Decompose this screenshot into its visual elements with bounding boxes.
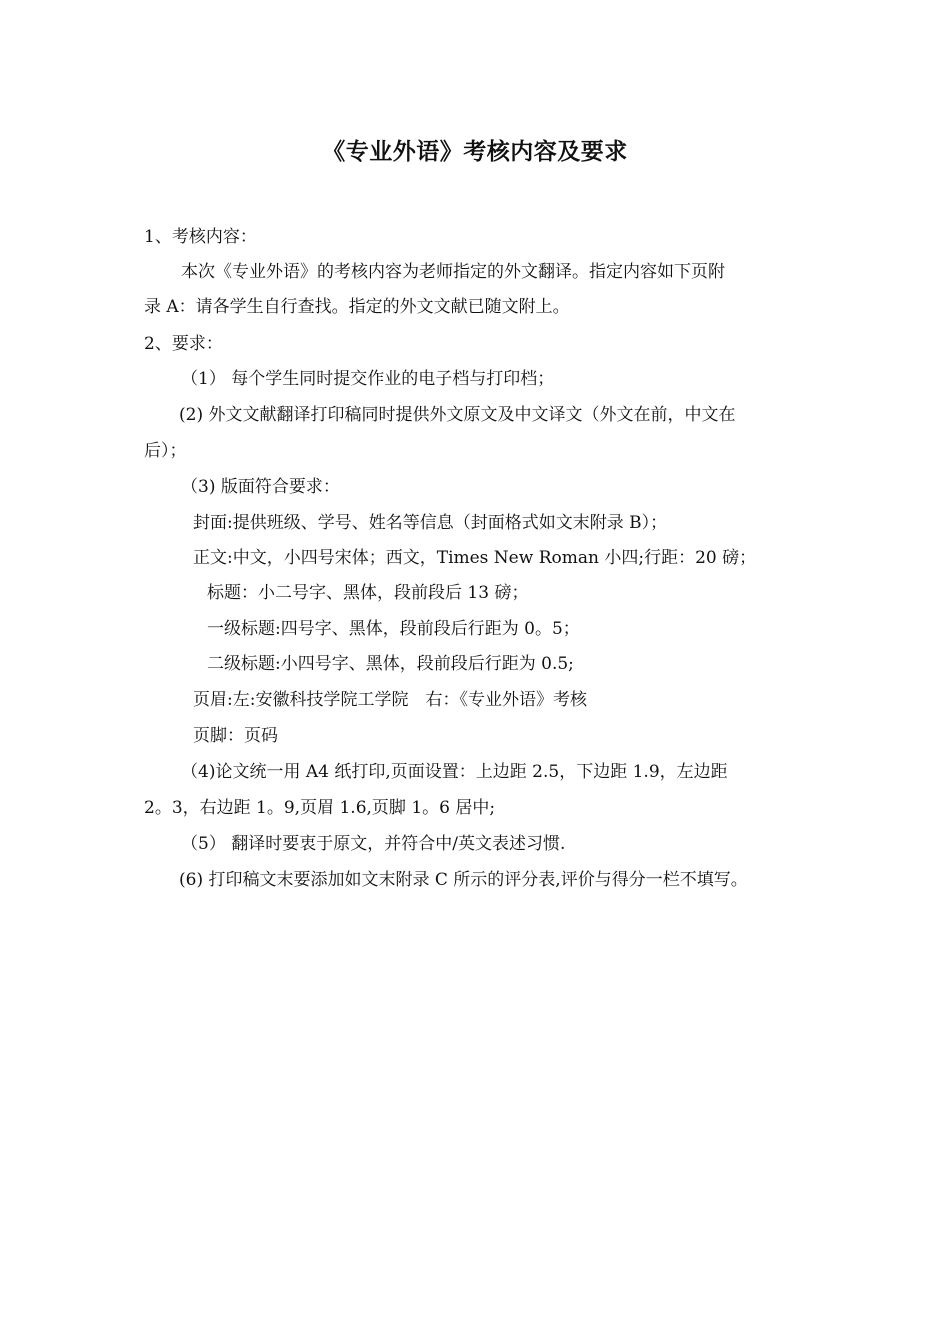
requirement-item-3: （3) 版面符合要求： — [181, 477, 340, 497]
section-2-heading: 2、要求： — [144, 334, 223, 354]
requirement-item-2-cont: 后）； — [144, 441, 187, 461]
document-title: 《专业外语》考核内容及要求 — [322, 139, 628, 165]
section-1-heading: 1、考核内容： — [144, 227, 257, 247]
requirement-item-4-cont: 2。3，右边距 1。9,页眉 1.6,页脚 1。6 居中; — [144, 798, 496, 818]
format-heading-2: 二级标题:小四号字、黑体，段前段后行距为 0.5; — [207, 654, 574, 674]
format-heading-1: 一级标题:四号字、黑体，段前段后行距为 0。5； — [207, 619, 580, 639]
format-title: 标题：小二号字、黑体，段前段后 13 磅； — [207, 583, 529, 603]
requirement-item-5: （5） 翻译时要衷于原文，并符合中/英文表述习惯. — [181, 834, 566, 854]
requirement-item-6: (6) 打印稿文末要添加如文末附录 C 所示的评分表,评价与得分一栏不填写。 — [179, 870, 748, 890]
format-header: 页眉:左:安徽科技学院工学院 右：《专业外语》考核 — [193, 690, 587, 710]
format-body: 正文:中文，小四号宋体；西文，Times New Roman 小四;行距：20 磅； — [193, 548, 757, 568]
format-cover: 封面:提供班级、学号、姓名等信息（封面格式如文末附录 B）； — [193, 513, 668, 533]
requirement-item-4: （4)论文统一用 A4 纸打印,页面设置：上边距 2.5，下边距 1.9，左边距 — [181, 762, 728, 782]
paragraph-line: 录 A：请各学生自行查找。指定的外文文献已随文附上。 — [144, 297, 570, 317]
format-footer: 页脚：页码 — [193, 726, 278, 746]
requirement-item-1: （1） 每个学生同时提交作业的电子档与打印档； — [181, 369, 555, 389]
paragraph-line: 本次《专业外语》的考核内容为老师指定的外文翻译。指定内容如下页附 — [181, 262, 725, 282]
requirement-item-2: (2) 外文文献翻译打印稿同时提供外文原文及中文译文（外文在前，中文在 — [179, 405, 736, 425]
